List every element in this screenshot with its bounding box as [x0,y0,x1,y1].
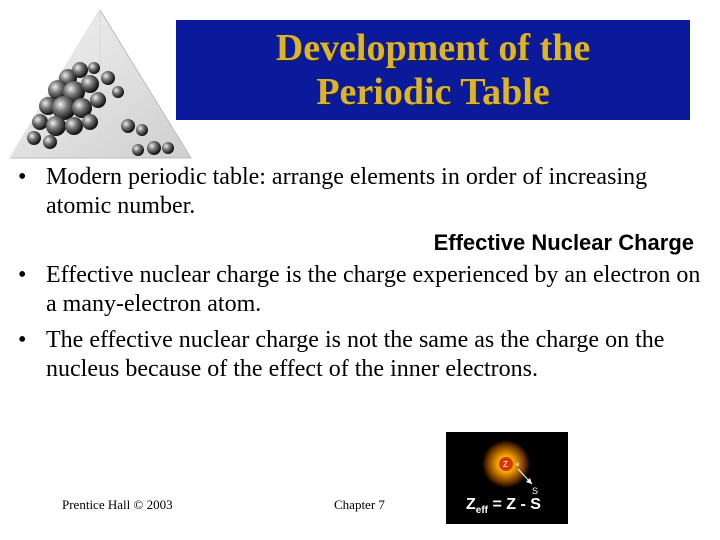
slide-title-line-1: Development of the [275,27,591,69]
formula-rest: = Z - S [488,496,541,513]
footer-copyright: Prentice Hall © 2003 [62,497,173,512]
periodic-table-logo [8,8,193,163]
footer-chapter: Chapter 7 [334,497,385,512]
bullet-text: Effective nuclear charge is the charge experienced by an electron on a many-electron atom. [46,262,701,317]
effective-charge-figure [446,432,568,524]
nucleus-label: Z [503,460,508,469]
slide-body [18,163,708,384]
bullet-item [18,261,708,319]
zeff-formula [466,496,541,520]
shielding-label: S [532,486,539,496]
slide-title-line-2: Periodic Table [316,71,550,113]
bullet-item [18,163,708,221]
bullet-icon: • [18,262,27,288]
bullet-text: The effective nuclear charge is not the same as the charge on the nucleus because of the effect of the inner electrons. [46,327,665,382]
bullet-item [18,326,708,384]
electron-label: e [516,462,520,468]
formula-subscript: eff [475,505,489,517]
bullet-text: Modern periodic table: arrange elements in order of increasing atomic number. [46,164,648,219]
formula-z: Z [466,496,476,513]
bullet-icon: • [18,327,27,353]
bullet-icon: • [18,164,27,190]
section-subheading: Effective Nuclear Charge [433,230,694,255]
title-banner [176,20,690,120]
